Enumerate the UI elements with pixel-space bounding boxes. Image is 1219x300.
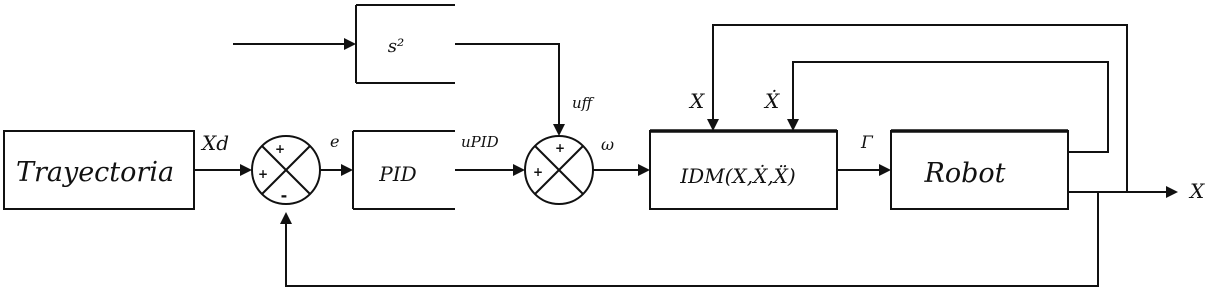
xdot-feedback-arrowhead xyxy=(787,119,799,131)
sum2-top-sign: + xyxy=(554,141,566,155)
x-output-label: X xyxy=(1190,179,1205,203)
sum2-left-sign: + xyxy=(532,165,544,179)
upid-arrowhead xyxy=(513,164,525,176)
upid-label: uPID xyxy=(461,133,499,151)
uff-arrowhead xyxy=(553,124,565,136)
trajectory-label: Trayectoria xyxy=(15,157,175,188)
x-input-label: X xyxy=(690,89,705,113)
feedforward-block xyxy=(356,5,455,83)
pid-label: PID xyxy=(379,162,417,186)
e-arrowhead xyxy=(341,164,353,176)
xdot-input-label: Ẋ xyxy=(765,89,780,113)
uff-line xyxy=(455,44,559,128)
gamma-arrowhead xyxy=(879,164,891,176)
sum1-top-sign: + xyxy=(274,142,286,156)
xd-label: Xd xyxy=(202,131,230,155)
uff-label: uff xyxy=(572,94,593,112)
feedforward-label: s² xyxy=(387,36,405,57)
omega-label: ω xyxy=(601,135,615,154)
x-feedback-arrowhead xyxy=(707,119,719,131)
omega-arrowhead xyxy=(638,164,650,176)
sum1-bottom-sign: - xyxy=(280,186,288,205)
gamma-label: Γ xyxy=(861,133,873,153)
feedforward-input-arrowhead xyxy=(344,38,356,50)
xd-arrowhead xyxy=(240,164,252,176)
x-output-arrowhead xyxy=(1166,186,1178,198)
sum1-left-sign: + xyxy=(257,167,269,181)
error-feedback-arrowhead xyxy=(280,212,292,224)
e-label: e xyxy=(330,132,340,151)
robot-label: Robot xyxy=(924,158,1006,189)
idm-label: IDM(X,Ẋ,Ẍ) xyxy=(680,164,796,188)
